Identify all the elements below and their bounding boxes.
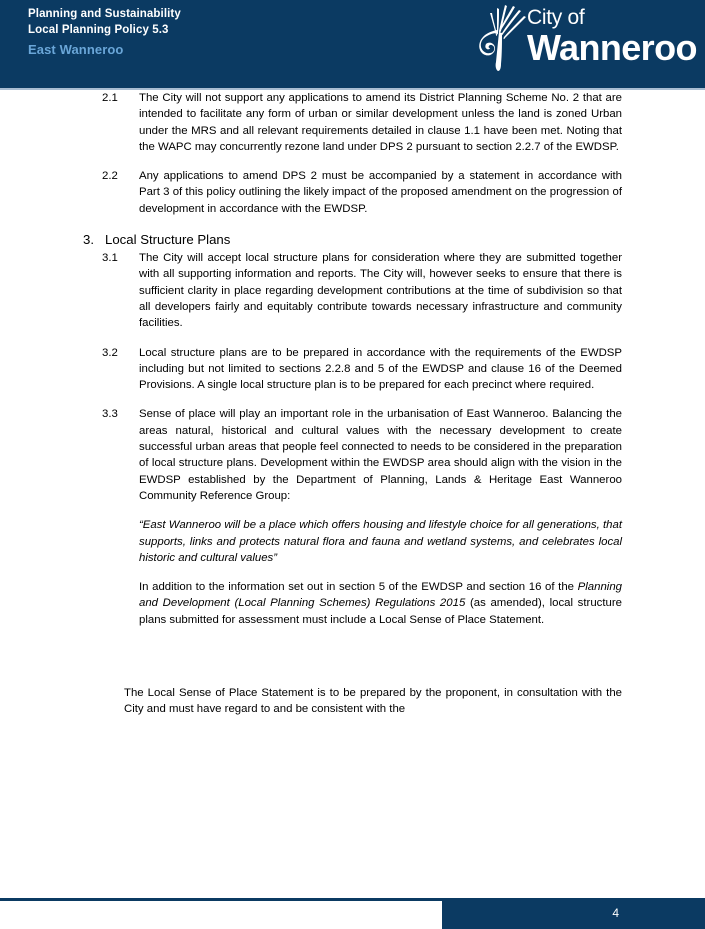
regulations-paragraph — [0, 579, 705, 628]
section-heading-3 — [0, 230, 705, 249]
final-paragraph: The Local Sense of Place Statement is to be prepared by the proponent, in consultation with the City and must have regard to and be consistent with the — [124, 687, 622, 716]
section-3-number: 3. — [83, 232, 94, 248]
clause-3-3-number: 3.3 — [102, 408, 118, 421]
logo-wanneroo-text: Wanneroo — [527, 27, 697, 68]
header-title-block — [28, 7, 181, 59]
clause-2-1-text: The City will not support any applications to amend its District Planning Scheme No. 2 that are intended to facilitate any form of urban or similar development unless the land is zoned Urban under the MRS and all relevant requirements detailed in clause 1.1 have been met. Noting that the WAPC may concurrently rezone land under DPS 2 pursuant to section 2.2.7 of the EWDSP. — [139, 92, 622, 153]
clause-3-1-text: The City will accept local structure plans for consideration where they are submitted together with all supporting information and reports. The City will, however seeks to ensure that there is sufficient clarity in place regarding development contributions at the time of subdivision so that all developers fairly and equitably contribute towards necessary infrastructure and community facilities. — [139, 252, 622, 330]
header-department-line: Planning and Sustainability — [28, 8, 181, 20]
clause-3-2-text: Local structure plans are to be prepared in accordance with the requirements of the EWDSP including but not limited to sections 2.2.8 and 5 of the EWDSP and clause 16 of the Deemed Provisions. A single local structure plan is to be prepared for each precinct where required. — [139, 346, 622, 392]
regulations-text-tail: (as amended), local structure plans submitted for assessment must include a Local Sense of Place Statement. — [139, 597, 622, 626]
clause-3-3-text: Sense of place will play an important role in the urbanisation of East Wanneroo. Balancing the areas natural, historical and cultural values with the necessary development to create successful urban areas that people feel connected to needs to be considered in the preparation of local structure plans. Development within the EWDSP area should align with the vision in the EWDSP established by the Department of Planning, Lands & Heritage East Wanneroo Community Reference Group: — [139, 408, 622, 502]
page-header — [0, 0, 705, 88]
document-body — [0, 90, 705, 731]
clause-3-1-number: 3.1 — [102, 252, 118, 265]
city-of-wanneroo-logo — [461, 4, 697, 80]
clause-2-2-text: Any applications to amend DPS 2 must be accompanied by a statement in accordance with Part 3 of this policy outlining the likely impact of the proposed amendment on the progression of development in accordance with the EWDSP. — [139, 170, 622, 215]
header-locality-line: East Wanneroo — [28, 41, 124, 57]
grasstree-logo-icon — [469, 4, 531, 72]
clause-2-1 — [0, 90, 705, 155]
regulations-title-italic: Planning and Development (Local Planning Schemes) Regulations 2015 — [139, 581, 622, 610]
clause-3-2-number: 3.2 — [102, 346, 118, 359]
clause-2-2 — [0, 168, 705, 217]
page-number: 4 — [612, 906, 619, 920]
logo-wordmark — [527, 7, 697, 66]
clause-2-2-number: 2.2 — [102, 170, 118, 183]
regulations-text-lead: In addition to the information set out in section 5 of the EWDSP and section 16 of the — [139, 581, 578, 594]
section-3-title: Local Structure Plans — [105, 232, 231, 248]
vision-quote: “East Wanneroo will be a place which offers housing and lifestyle choice for all generations, that supports, links and protects natural flora and fauna and wetland systems, and celebrates local historic and cultural values” — [139, 519, 622, 564]
clause-2-1-number: 2.1 — [102, 92, 118, 104]
paragraph-gap — [0, 641, 705, 685]
header-policy-line: Local Planning Policy 5.3 — [28, 23, 169, 36]
footer-bar — [442, 901, 705, 929]
clause-3-3 — [0, 406, 705, 504]
clause-3-1 — [0, 250, 705, 331]
logo-city-of-text: City of — [527, 6, 585, 29]
clause-3-2 — [0, 345, 705, 394]
